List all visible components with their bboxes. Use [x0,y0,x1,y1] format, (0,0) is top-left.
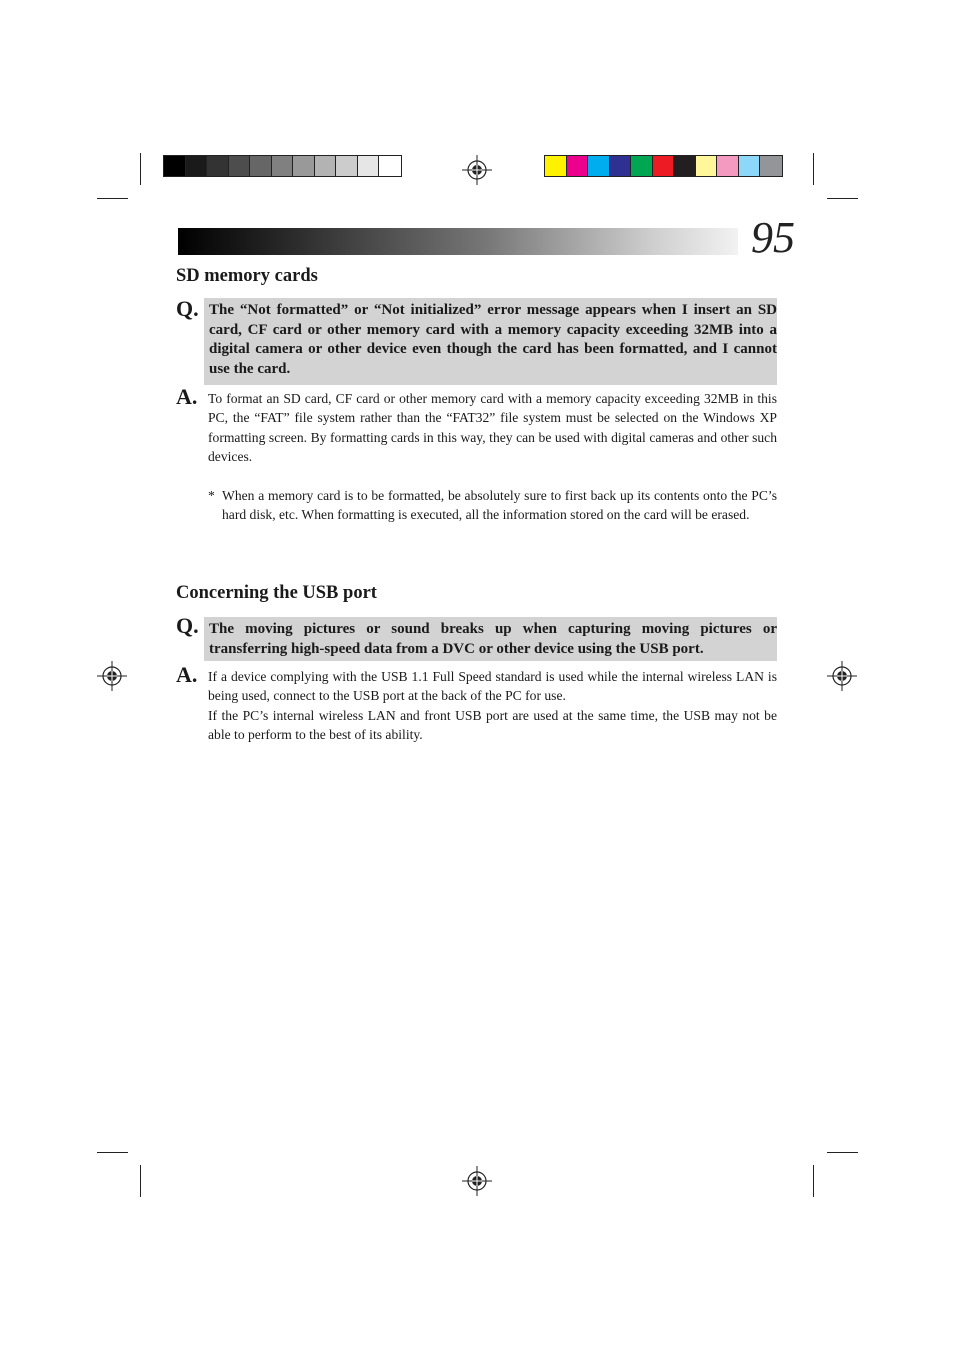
trim-mark [827,1152,858,1153]
calibration-swatch [379,156,401,176]
calibration-swatch [293,156,315,176]
calibration-swatch [229,156,251,176]
calibration-swatch [760,156,782,176]
calibration-swatch [588,156,610,176]
registration-mark-top-icon [462,155,492,185]
answer-paragraph: To format an SD card, CF card or other memory card with a memory capacity exceeding 32MB in this PC, the “FAT” file system rather than the “FAT32” file system must be selected on the Windows XP formatting screen. By formatting cards in this way, they can be used with digital cameras and other such devices. [208,391,777,464]
trim-mark [813,1165,814,1197]
registration-mark-left-icon [97,661,127,691]
calibration-swatch [272,156,294,176]
registration-mark-bottom-icon [462,1166,492,1196]
question-box [204,298,777,385]
question-text: The moving pictures or sound breaks up when capturing moving pictures or transferring high-speed data from a DVC or other device using the USB port. [209,621,777,657]
answer-paragraph: If the PC’s internal wireless LAN and front USB port are used at the same time, the USB may not be able to perform to the best of its ability. [208,707,777,742]
calibration-swatch [545,156,567,176]
grayscale-calibration-bar [163,155,402,177]
calibration-swatch [567,156,589,176]
trim-mark [813,153,814,185]
calibration-swatch [696,156,718,176]
calibration-swatch [717,156,739,176]
answer-marker: A. [176,384,198,409]
calibration-swatch [315,156,337,176]
calibration-swatch [739,156,761,176]
note-asterisk: * [208,488,215,503]
calibration-swatch [164,156,186,176]
color-calibration-bar [544,155,783,177]
note-text: When a memory card is to be formatted, be absolutely sure to first back up its contents onto the PC’s hard disk, etc. When formatting is executed, all the information stored on the card will be erased. [222,488,777,523]
calibration-swatch [207,156,229,176]
calibration-swatch [653,156,675,176]
calibration-swatch [631,156,653,176]
trim-mark [97,198,128,199]
calibration-swatch [186,156,208,176]
question-marker: Q. [176,613,199,638]
trim-mark [827,198,858,199]
trim-mark [97,1152,128,1153]
calibration-swatch [336,156,358,176]
registration-mark-right-icon [827,661,857,691]
page-number: 95 [751,213,795,262]
header-gradient-bar [178,228,738,255]
trim-mark [140,1165,141,1197]
section-title-sd-memory-cards: SD memory cards [176,266,318,286]
section-title-usb-port: Concerning the USB port [176,583,377,603]
question-text: The “Not formatted” or “Not initialized” error message appears when I insert an SD card, CF card or other memory card with a memory capacity exceeding 32MB into a digital camera or other device even though the card has been formatted, and I cannot use the card. [209,302,777,377]
answer-marker: A. [176,662,198,687]
answer-paragraph: If a device complying with the USB 1.1 Full Speed standard is used while the internal wireless LAN is being used, connect to the USB port at the back of the PC for use. [208,669,777,704]
answer-text [208,667,777,744]
answer-text [208,389,777,466]
caution-note [208,486,777,525]
trim-mark [140,153,141,185]
question-marker: Q. [176,296,199,321]
question-box [204,617,777,661]
calibration-swatch [610,156,632,176]
calibration-swatch [674,156,696,176]
calibration-swatch [250,156,272,176]
calibration-swatch [358,156,380,176]
